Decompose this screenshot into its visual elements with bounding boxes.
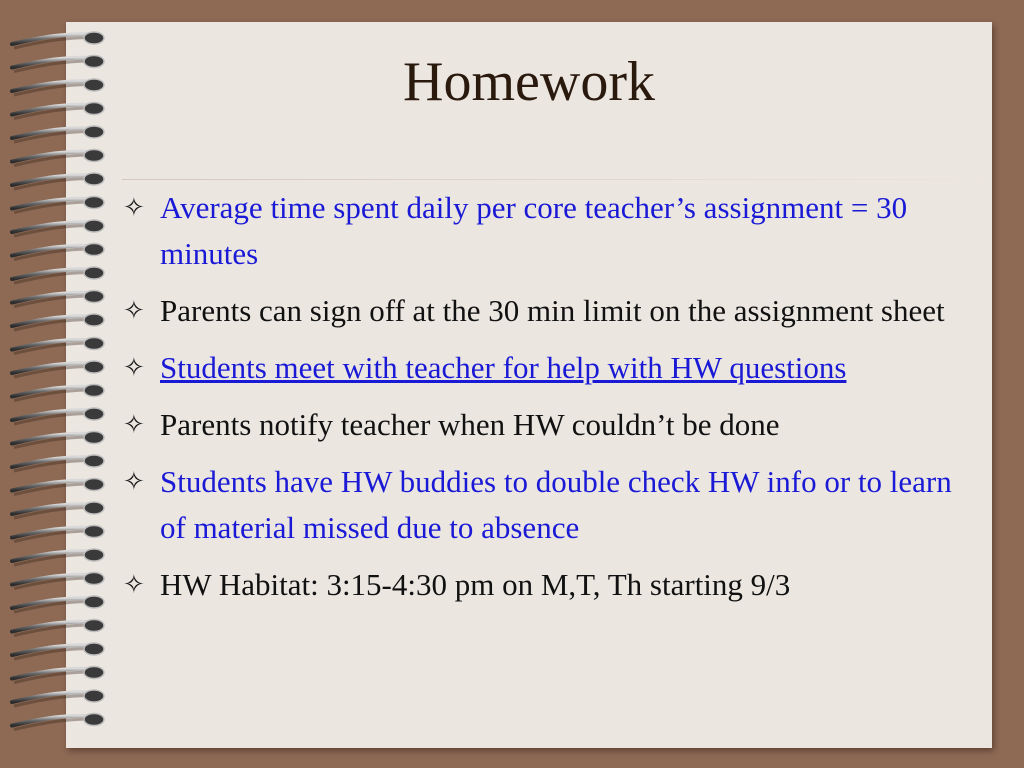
bullet-text: Students have HW buddies to double check HW info or to learn of material missed due to absence xyxy=(160,464,952,545)
title-divider xyxy=(122,179,992,180)
bullet-text: HW Habitat: 3:15-4:30 pm on M,T, Th starting 9/3 xyxy=(160,567,791,602)
star-bullet-icon: ✧ xyxy=(123,467,145,496)
star-bullet-icon: ✧ xyxy=(123,193,145,222)
bullet-item xyxy=(121,288,981,334)
bullet-item xyxy=(121,459,981,551)
bullet-link[interactable]: Students meet with teacher for help with HW questions xyxy=(160,350,847,385)
bullet-item xyxy=(121,562,981,608)
star-bullet-icon: ✧ xyxy=(123,410,145,439)
star-bullet-icon: ✧ xyxy=(123,570,145,599)
bullet-text: Average time spent daily per core teacher’s assignment = 30 minutes xyxy=(160,190,908,271)
bullet-list xyxy=(121,185,981,619)
star-bullet-icon: ✧ xyxy=(123,296,145,325)
slide-title: Homework xyxy=(403,51,655,113)
notebook-page xyxy=(66,22,992,748)
bullet-item xyxy=(121,185,981,277)
spiral-binding xyxy=(0,0,120,768)
star-bullet-icon: ✧ xyxy=(123,353,145,382)
bullet-text: Parents notify teacher when HW couldn’t be done xyxy=(160,407,780,442)
bullet-item xyxy=(121,402,981,448)
bullet-item xyxy=(121,345,981,391)
bullet-text: Parents can sign off at the 30 min limit on the assignment sheet xyxy=(160,293,945,328)
